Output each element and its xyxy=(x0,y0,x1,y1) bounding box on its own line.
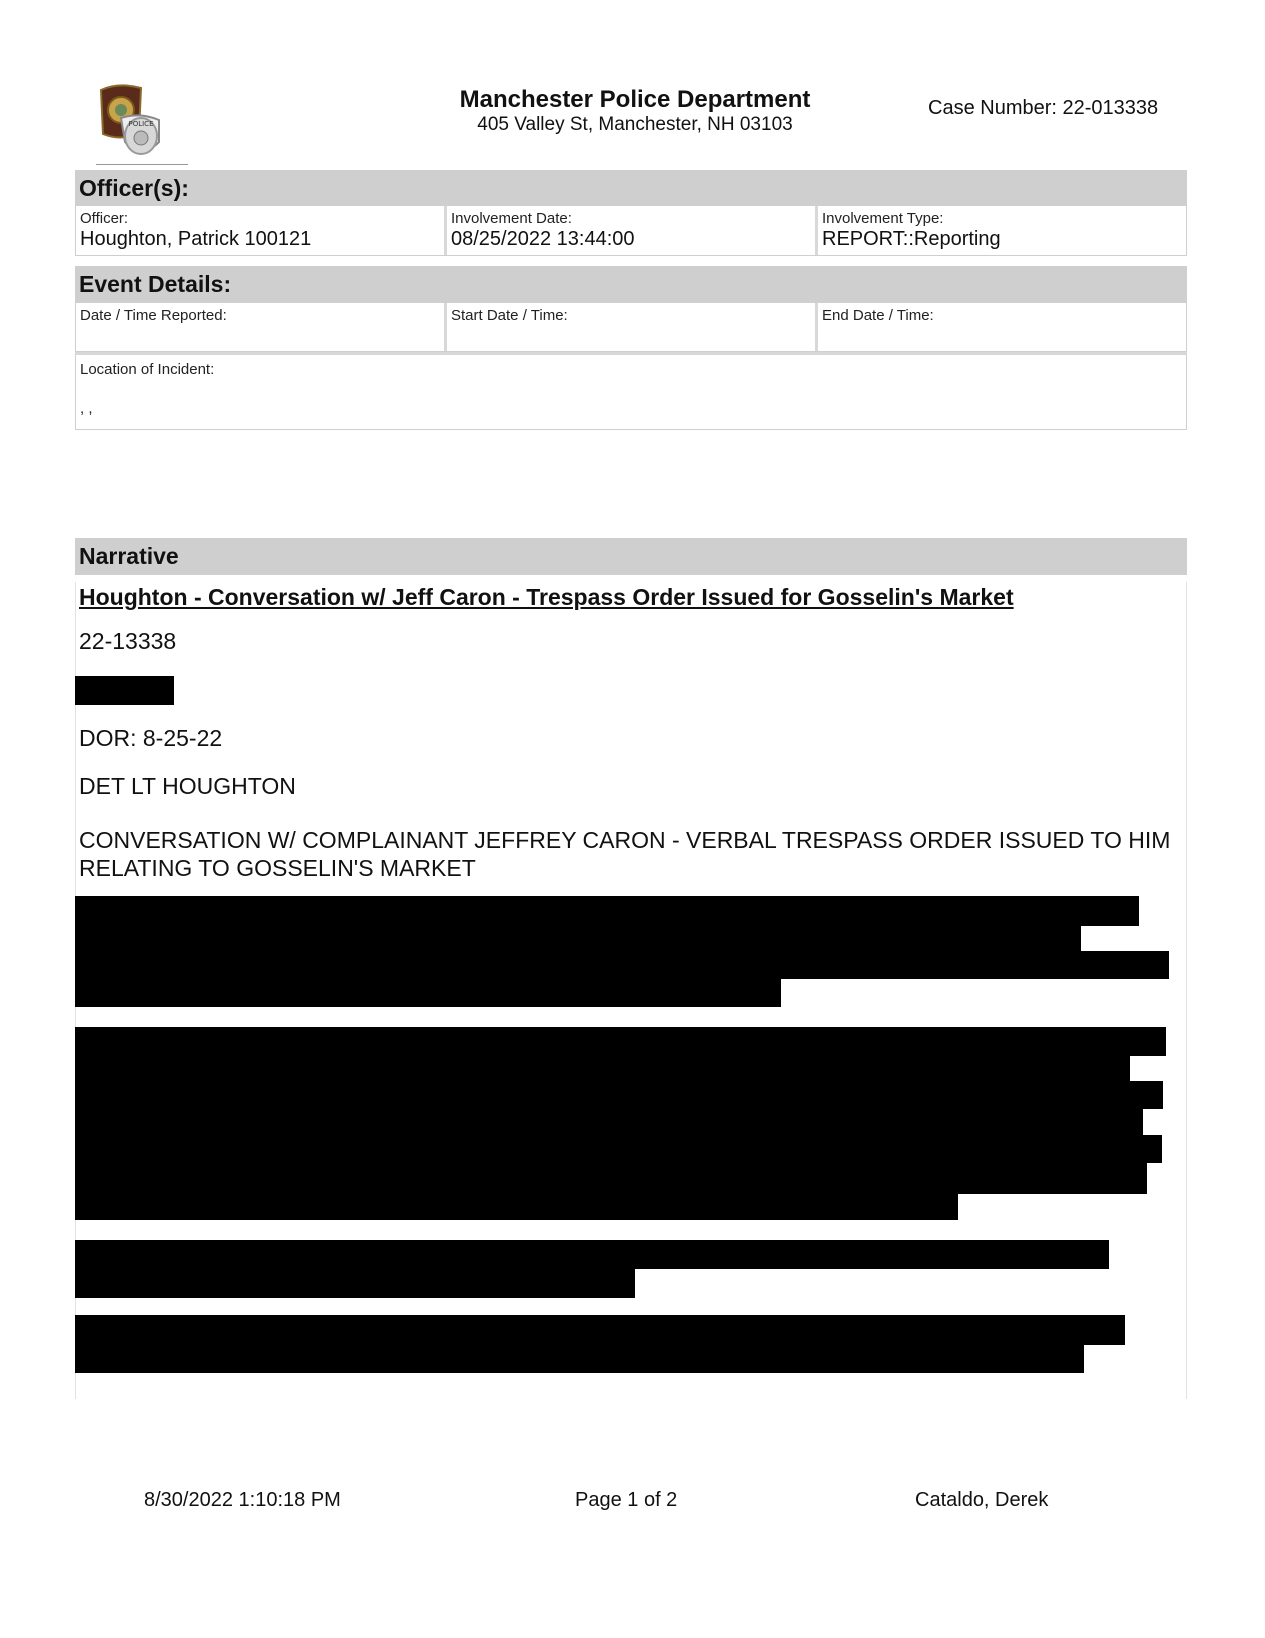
department-header xyxy=(420,86,850,136)
narrative-dor: DOR: 8-25-22 xyxy=(79,725,223,751)
redaction-block xyxy=(75,951,1169,979)
case-number: Case Number: 22-013338 xyxy=(928,97,1159,119)
redaction-block xyxy=(75,1315,1125,1345)
redaction-block xyxy=(75,676,174,705)
department-logo xyxy=(95,82,187,164)
redaction-block xyxy=(75,978,781,1007)
officers-row xyxy=(75,206,1187,256)
officer-value: Houghton, Patrick 100121 xyxy=(80,228,312,250)
event-times-row xyxy=(75,303,1187,352)
officer-cell xyxy=(76,206,444,255)
department-name: Manchester Police Department xyxy=(459,86,811,113)
involvement-type-label: Involvement Type: xyxy=(822,210,944,227)
logo-underline xyxy=(96,164,188,165)
officers-section-header: Officer(s): xyxy=(75,170,1187,206)
redaction-block xyxy=(75,896,1139,926)
redaction-block xyxy=(75,1027,1166,1056)
redaction-block xyxy=(75,1344,1084,1373)
redaction-block xyxy=(75,1081,1163,1109)
redaction-block xyxy=(75,1108,1143,1136)
narrative-summary: CONVERSATION W/ COMPLAINANT JEFFREY CARON - VERBAL TRESPASS ORDER ISSUED TO HIM RELATING TO GOSSELIN'S MARKET xyxy=(79,827,1171,881)
narrative-case-ref: 22-13338 xyxy=(79,628,177,654)
end-label: End Date / Time: xyxy=(822,307,934,324)
start-label: Start Date / Time: xyxy=(451,307,568,324)
redaction-block xyxy=(75,1240,1109,1269)
reported-label: Date / Time Reported: xyxy=(80,307,227,324)
involvement-date-cell xyxy=(444,206,815,255)
officer-label: Officer: xyxy=(80,210,129,227)
location-box xyxy=(75,352,1187,430)
redaction-block xyxy=(75,925,1081,952)
department-address: 405 Valley St, Manchester, NH 03103 xyxy=(477,114,793,135)
footer-timestamp: 8/30/2022 1:10:18 PM xyxy=(144,1489,341,1511)
event-section-header: Event Details: xyxy=(75,266,1187,303)
location-label: Location of Incident: xyxy=(80,361,215,378)
involvement-date-value: 08/25/2022 13:44:00 xyxy=(451,228,635,250)
narrative-section-header: Narrative xyxy=(75,538,1187,575)
end-cell xyxy=(815,303,1186,351)
involvement-type-cell xyxy=(815,206,1186,255)
start-cell xyxy=(444,303,815,351)
reported-cell xyxy=(76,303,444,351)
redaction-block xyxy=(75,1135,1162,1163)
logo-badge-text: POLICE xyxy=(128,120,154,128)
location-value: , , xyxy=(80,400,93,417)
footer-page-number: Page 1 of 2 xyxy=(575,1489,678,1511)
redaction-block xyxy=(75,1268,635,1298)
redaction-block xyxy=(75,1162,1147,1194)
narrative-subject: Houghton - Conversation w/ Jeff Caron - Trespass Order Issued for Gosselin's Market xyxy=(79,584,1014,610)
involvement-date-label: Involvement Date: xyxy=(451,210,572,227)
redaction-block xyxy=(75,1193,958,1220)
footer-printed-by: Cataldo, Derek xyxy=(915,1489,1049,1511)
narrative-officer-line: DET LT HOUGHTON xyxy=(79,773,296,799)
involvement-type-value: REPORT::Reporting xyxy=(822,228,1001,250)
redaction-block xyxy=(75,1055,1130,1082)
